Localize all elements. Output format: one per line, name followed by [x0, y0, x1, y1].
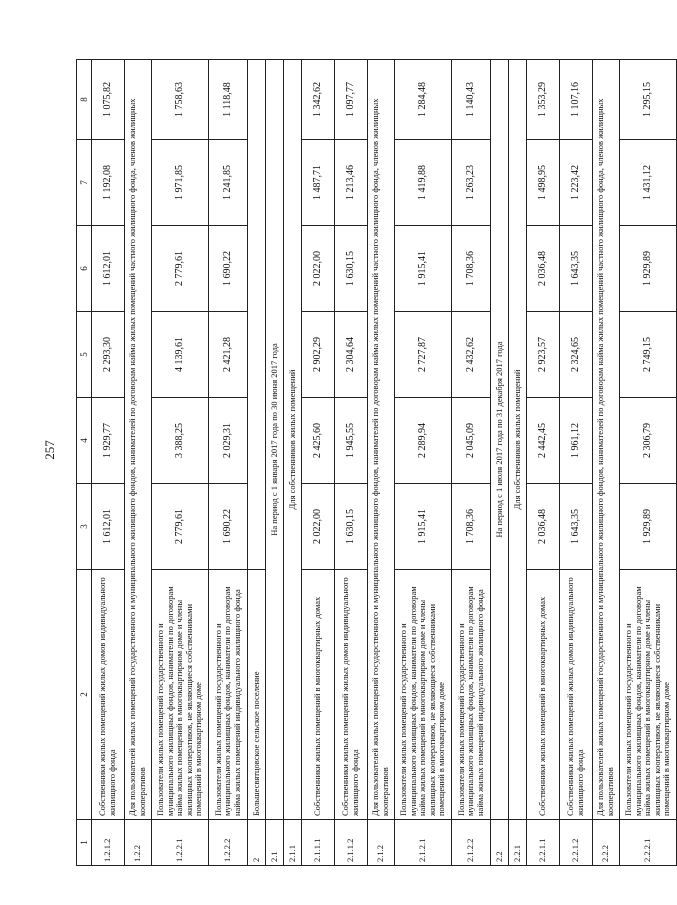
value-cell: 1 353,29	[527, 60, 560, 140]
value-cell: 1 630,15	[335, 226, 368, 312]
period-row	[266, 60, 284, 866]
header-cell: 6	[77, 226, 92, 312]
value-cell: 1 612,01	[92, 484, 125, 570]
value-cell: 1 690,22	[209, 226, 248, 312]
row-code: 2.2.1.1	[527, 820, 560, 866]
section-text: Для пользователей жилых помещений государственного и муниципального жилищного фондов, нанимателей по договорам найма жилых помещений частного жилищного фонда, членов жилищных кооперативов	[125, 60, 152, 820]
empty-cell	[248, 60, 266, 570]
value-cell: 1 643,35	[560, 484, 593, 570]
row-name: Собственники жилых помещений в многоквартирных домах	[302, 570, 335, 820]
row-name: Пользователи жилых помещений государственного и муниципального жилищных фондов, наниматели по договорам найма жилых помещений в многоквартирном доме и члены жилищных кооперативов, не являющиеся собственниками помещений в многоквартирном доме	[152, 570, 209, 820]
value-cell: 2 442,45	[527, 398, 560, 484]
value-cell: 2 425,60	[302, 398, 335, 484]
value-cell: 1 929,89	[620, 226, 677, 312]
value-cell: 1 929,77	[92, 398, 125, 484]
value-cell: 1 758,63	[152, 60, 209, 140]
tariff-table	[76, 59, 677, 866]
settlement-row	[248, 60, 266, 866]
value-cell: 1 140,43	[452, 60, 491, 140]
row-code: 2	[248, 820, 266, 866]
period-text: На период с 1 июля 2017 года по 31 декабря 2017 года	[491, 60, 509, 820]
value-cell: 2 432,62	[452, 312, 491, 398]
value-cell: 2 036,48	[527, 226, 560, 312]
table-row	[527, 60, 560, 866]
value-cell: 1 342,62	[302, 60, 335, 140]
value-cell: 1 431,12	[620, 140, 677, 226]
header-cell: 5	[77, 312, 92, 398]
table-row	[335, 60, 368, 866]
table-header-row	[77, 60, 92, 866]
value-cell: 2 022,00	[302, 484, 335, 570]
value-cell: 1 915,41	[395, 226, 452, 312]
value-cell: 1 929,89	[620, 484, 677, 570]
value-cell: 1 630,15	[335, 484, 368, 570]
value-cell: 2 293,30	[92, 312, 125, 398]
value-cell: 2 289,94	[395, 398, 452, 484]
header-cell: 1	[77, 820, 92, 866]
value-cell: 2 036,48	[527, 484, 560, 570]
table-row	[395, 60, 452, 866]
value-cell: 2 022,00	[302, 226, 335, 312]
header-cell: 3	[77, 484, 92, 570]
value-cell: 1 284,48	[395, 60, 452, 140]
value-cell: 2 045,09	[452, 398, 491, 484]
settlement-name: Большесвятцовское сельское поселение	[248, 570, 266, 820]
value-cell: 2 421,28	[209, 312, 248, 398]
header-cell: 8	[77, 60, 92, 140]
value-cell: 3 388,25	[152, 398, 209, 484]
row-name: Пользователи жилых помещений государственного и муниципального жилищных фондов, наниматели по договорам найма жилых помещений в многоквартирном доме и члены жилищных кооперативов, не являющиеся собственниками помещений в многоквартирном доме	[395, 570, 452, 820]
row-name: Пользователи жилых помещений государственного и муниципального жилищных фондов, наниматели по договорам найма жилых помещений индивидуального жилищного фонда	[209, 570, 248, 820]
table-row	[302, 60, 335, 866]
value-cell: 1 075,82	[92, 60, 125, 140]
value-cell: 1 263,23	[452, 140, 491, 226]
table-row	[560, 60, 593, 866]
value-cell: 2 749,15	[620, 312, 677, 398]
period-text: Для собственников жилых помещений	[284, 60, 302, 820]
section-text: Для пользователей жилых помещений государственного и муниципального жилищного фондов, нанимателей по договорам найма жилых помещений частного жилищного фонда, членов жилищных кооперативов	[593, 60, 620, 820]
section-row	[125, 60, 152, 866]
value-cell: 1 915,41	[395, 484, 452, 570]
section-text: Для пользователей жилых помещений государственного и муниципального жилищного фондов, нанимателей по договорам найма жилых помещений частного жилищного фонда, членов жилищных кооперативов	[368, 60, 395, 820]
value-cell: 2 304,64	[335, 312, 368, 398]
value-cell: 2 779,61	[152, 226, 209, 312]
value-cell: 2 029,31	[209, 398, 248, 484]
value-cell: 1 487,71	[302, 140, 335, 226]
table-body	[77, 60, 677, 866]
value-cell: 2 306,79	[620, 398, 677, 484]
period-row	[284, 60, 302, 866]
row-code: 2.1.1.1	[302, 820, 335, 866]
table-row	[620, 60, 677, 866]
value-cell: 2 324,65	[560, 312, 593, 398]
table-row	[452, 60, 491, 866]
section-row	[593, 60, 620, 866]
value-cell: 1 643,35	[560, 226, 593, 312]
row-name: Собственники жилых помещений жилых домов индивидуального жилищного фонда	[335, 570, 368, 820]
value-cell: 2 779,61	[152, 484, 209, 570]
tariff-table-container	[76, 60, 672, 866]
value-cell: 1 961,12	[560, 398, 593, 484]
row-code: 2.2	[491, 820, 509, 866]
value-cell: 1 192,08	[92, 140, 125, 226]
row-code: 1.2.2	[125, 820, 152, 866]
rotated-table-frame	[76, 60, 672, 866]
value-cell: 1 708,36	[452, 484, 491, 570]
row-code: 2.2.1.2	[560, 820, 593, 866]
value-cell: 1 097,77	[335, 60, 368, 140]
row-name: Пользователи жилых помещений государственного и муниципального жилищных фондов, наниматели по договорам найма жилых помещений в многоквартирном доме и члены жилищных кооперативов, не являющиеся собственниками помещений в многоквартирном доме	[620, 570, 677, 820]
header-cell: 2	[77, 570, 92, 820]
value-cell: 1 213,46	[335, 140, 368, 226]
row-code: 2.1.1.2	[335, 820, 368, 866]
row-code: 2.1.2.1	[395, 820, 452, 866]
value-cell: 1 708,36	[452, 226, 491, 312]
value-cell: 1 419,88	[395, 140, 452, 226]
row-name: Пользователи жилых помещений государственного и муниципального жилищных фондов, наниматели по договорам найма жилых помещений индивидуального жилищного фонда	[452, 570, 491, 820]
value-cell: 1 118,48	[209, 60, 248, 140]
value-cell: 4 139,61	[152, 312, 209, 398]
header-cell: 4	[77, 398, 92, 484]
period-text: На период с 1 января 2017 года по 30 июня 2017 года	[266, 60, 284, 820]
row-name: Собственники жилых помещений жилых домов индивидуального жилищного фонда	[560, 570, 593, 820]
row-code: 2.2.2	[593, 820, 620, 866]
table-row	[209, 60, 248, 866]
value-cell: 2 923,57	[527, 312, 560, 398]
header-cell: 7	[77, 140, 92, 226]
value-cell: 1 223,42	[560, 140, 593, 226]
value-cell: 1 945,55	[335, 398, 368, 484]
table-row	[92, 60, 125, 866]
table-row	[152, 60, 209, 866]
row-code: 2.1	[266, 820, 284, 866]
row-code: 2.2.2.1	[620, 820, 677, 866]
row-code: 2.2.1	[509, 820, 527, 866]
value-cell: 2 727,87	[395, 312, 452, 398]
value-cell: 1 690,22	[209, 484, 248, 570]
period-row	[509, 60, 527, 866]
row-code: 2.1.2	[368, 820, 395, 866]
value-cell: 1 107,16	[560, 60, 593, 140]
section-row	[368, 60, 395, 866]
value-cell: 1 971,85	[152, 140, 209, 226]
period-text: Для собственников жилых помещений	[509, 60, 527, 820]
value-cell: 1 295,15	[620, 60, 677, 140]
period-row	[491, 60, 509, 866]
value-cell: 1 241,85	[209, 140, 248, 226]
row-code: 1.2.2.1	[152, 820, 209, 866]
value-cell: 2 902,29	[302, 312, 335, 398]
row-name: Собственники жилых помещений жилых домов индивидуального жилищного фонда	[92, 570, 125, 820]
row-code: 2.1.1	[284, 820, 302, 866]
value-cell: 1 498,95	[527, 140, 560, 226]
page-number: 257	[42, 440, 57, 460]
row-code: 1.2.2.2	[209, 820, 248, 866]
value-cell: 1 612,01	[92, 226, 125, 312]
row-code: 1.2.1.2	[92, 820, 125, 866]
row-name: Собственники жилых помещений в многоквартирных домах	[527, 570, 560, 820]
row-code: 2.1.2.2	[452, 820, 491, 866]
